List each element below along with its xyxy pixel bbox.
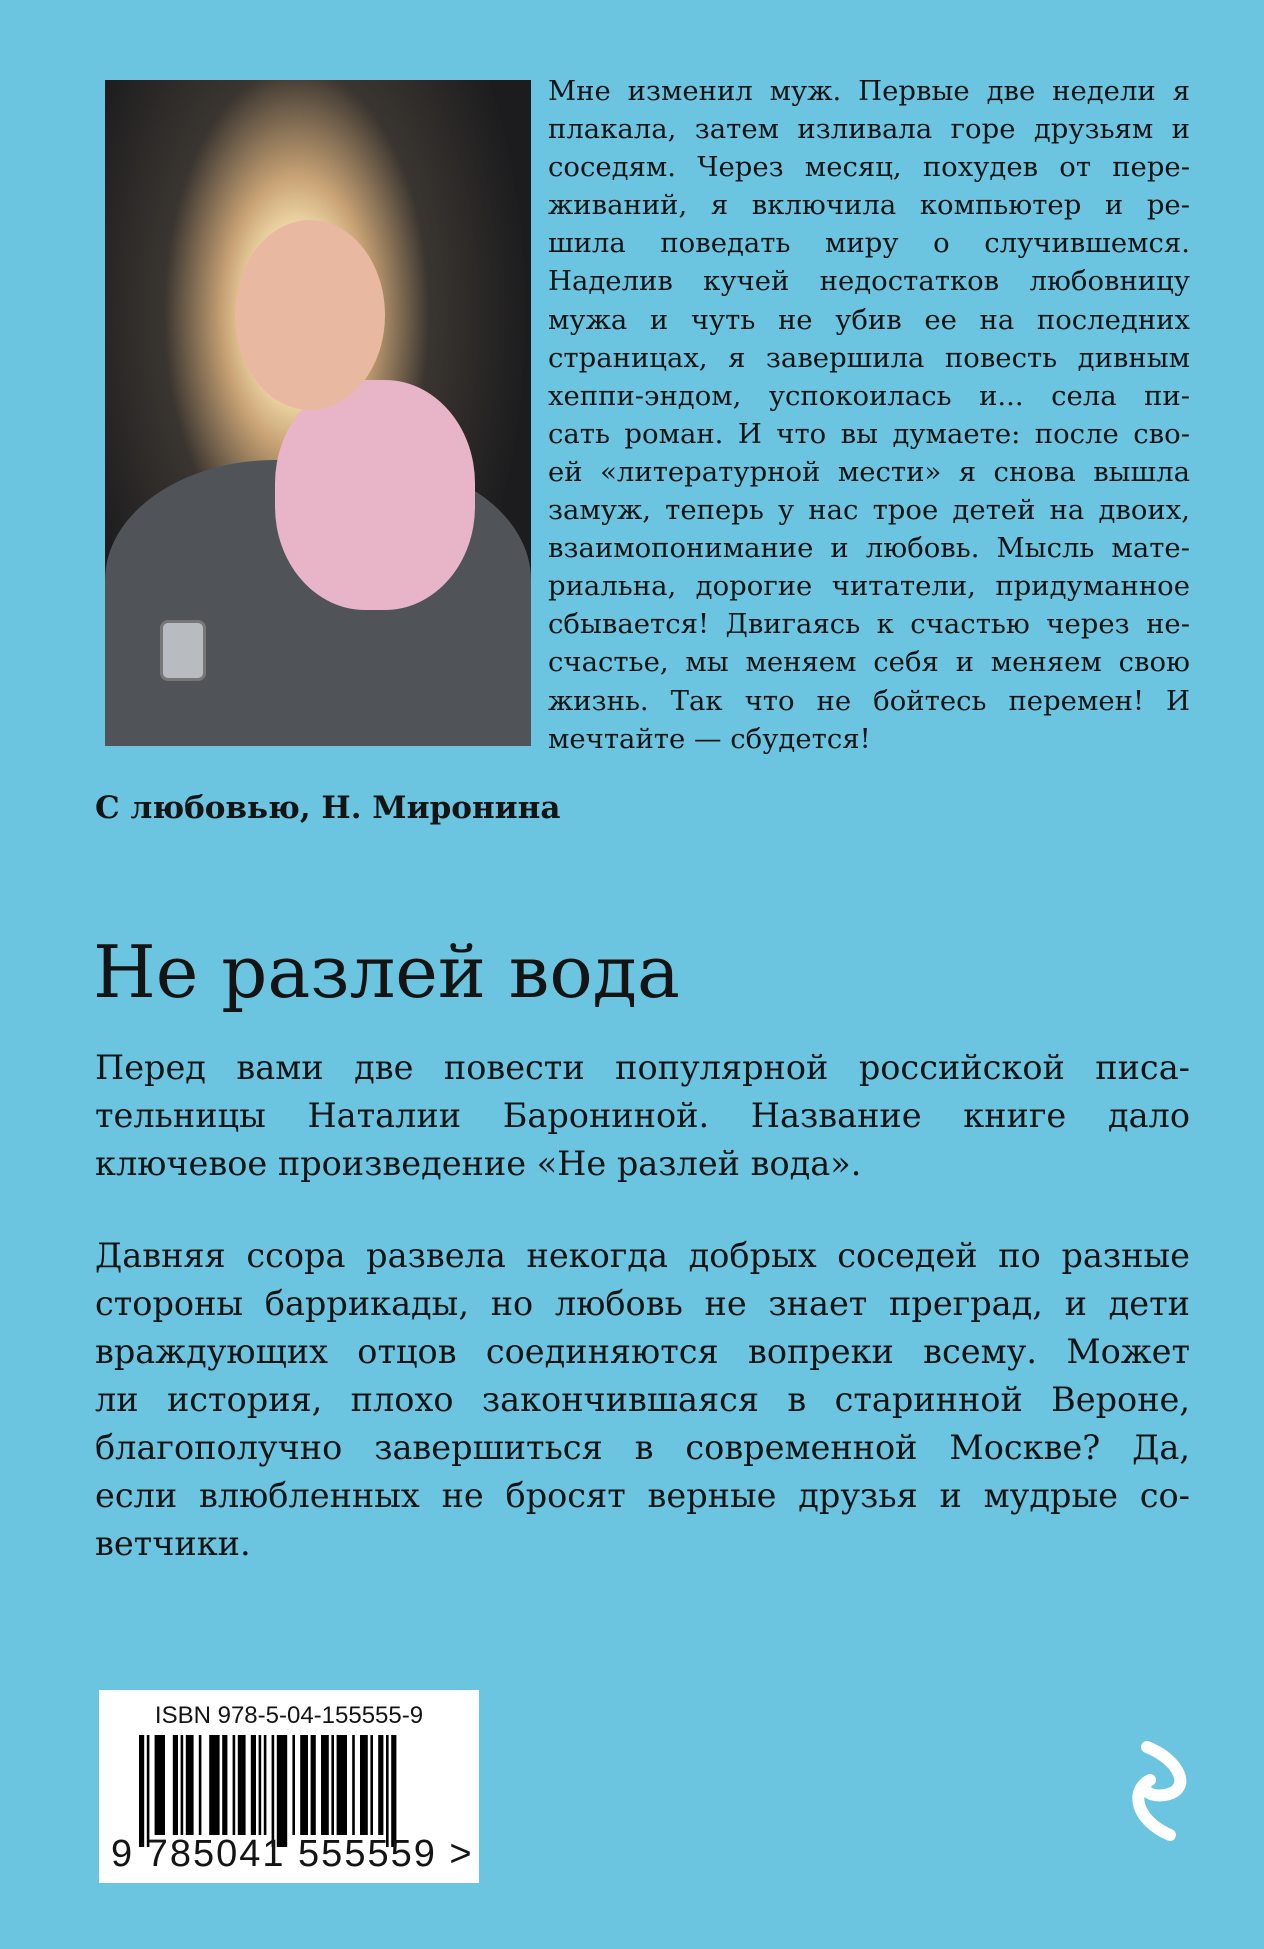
author-note [548,72,1190,758]
text-line: ли история, плохо закончившаяся в старинной Вероне, [95,1380,1190,1419]
barcode-bar [386,1735,389,1847]
barcode-bar [238,1735,246,1835]
barcode-bar [360,1735,368,1835]
text-line: стороны баррикады, но любовь не знает преград, и дети [95,1284,1190,1323]
book-title: Не разлей вода [93,930,680,1014]
text-line: страницах, я завершила повесть дивным [548,341,1190,374]
barcode-bar [300,1735,308,1835]
text-line: замуж, теперь у нас трое детей на двоих, [548,494,1190,527]
text-line: ей «литературной мести» я снова вышла [548,455,1190,488]
text-line: мечтайте — сбудется! [548,722,871,755]
text-line: Перед вами две повести популярной российской писа- [95,1048,1190,1087]
barcode-bar [155,1735,165,1835]
text-line: шила поведать миру о случившемся. [548,227,1190,260]
barcode-bar [209,1735,219,1835]
description-paragraph-1 [95,1044,1190,1188]
barcode-bar [370,1735,373,1835]
text-line: Мне изменил муж. Первые две недели я [548,75,1190,107]
barcode-bar [251,1735,256,1835]
author-photo [105,80,531,746]
text-line: если влюбленных не бросят верные друзья и мудрые со- [95,1476,1190,1515]
barcode-bar [264,1735,267,1835]
author-signature: С любовью, Н. Миронина [95,790,561,826]
barcode-bars [139,1735,454,1847]
text-line: жизнь. Так что не бойтесь перемен! И [548,684,1190,717]
barcode-bar [331,1735,334,1835]
publisher-logo-icon [1125,1735,1195,1845]
text-line: ветчики. [95,1524,251,1563]
barcode-bar [272,1735,275,1847]
barcode-bar [378,1735,383,1835]
text-line: плакала, затем изливала горе друзьям и [548,113,1190,146]
description-paragraph-2 [95,1232,1190,1568]
text-line: сбывается! Двигаясь к счастью через не- [548,608,1190,641]
text-line: Наделив кучей недостатков любовницу [548,265,1190,298]
barcode-bar [277,1735,287,1847]
barcode-bar [391,1735,396,1847]
text-line: благополучно завершиться в современной Москве? Да, [95,1428,1190,1467]
barcode-bar [186,1735,194,1835]
barcode-bar [173,1735,178,1835]
isbn-text: ISBN 978-5-04-155555-9 [154,1702,424,1729]
text-line: живаний, я включила компьютер и ре- [548,189,1190,222]
barcode-bar [311,1735,316,1835]
text-line: мужа и чуть не убив ее на последних [548,303,1190,336]
barcode-bar [233,1735,236,1835]
barcode-bar [222,1735,227,1835]
barcode-bar [352,1735,355,1835]
text-line: враждующих отцов соединяются вопреки всему. Может [95,1332,1190,1371]
barcode-bar [292,1735,295,1835]
barcode-bar [337,1735,347,1835]
barcode-bar [181,1735,184,1835]
text-line: Давняя ссора развела некогда добрых соседей по разные [95,1236,1190,1275]
text-line: тельницы Наталии Барониной. Название книге дало [95,1096,1190,1135]
barcode-digits: 9 785041 555559 > [111,1833,474,1875]
barcode-bar [199,1735,202,1835]
text-line: взаимопонимание и любовь. Мысль мате- [548,532,1190,565]
barcode-bar [139,1735,144,1847]
text-line: соседям. Через месяц, похудев от пере- [548,151,1190,184]
text-line: счастье, мы меняем себя и меняем свою [548,646,1190,679]
barcode-bar [321,1735,329,1835]
barcode-bar [259,1735,262,1835]
text-line: сать роман. И что вы думаете: после сво- [548,417,1190,450]
isbn-barcode [99,1690,479,1883]
barcode-bar [147,1735,150,1847]
text-line: хеппи-эндом, успокоилась и... села пи- [548,379,1190,412]
text-line: риальна, дорогие читатели, придуманное [548,570,1190,603]
text-line: ключевое произведение «Не разлей вода». [95,1144,862,1183]
